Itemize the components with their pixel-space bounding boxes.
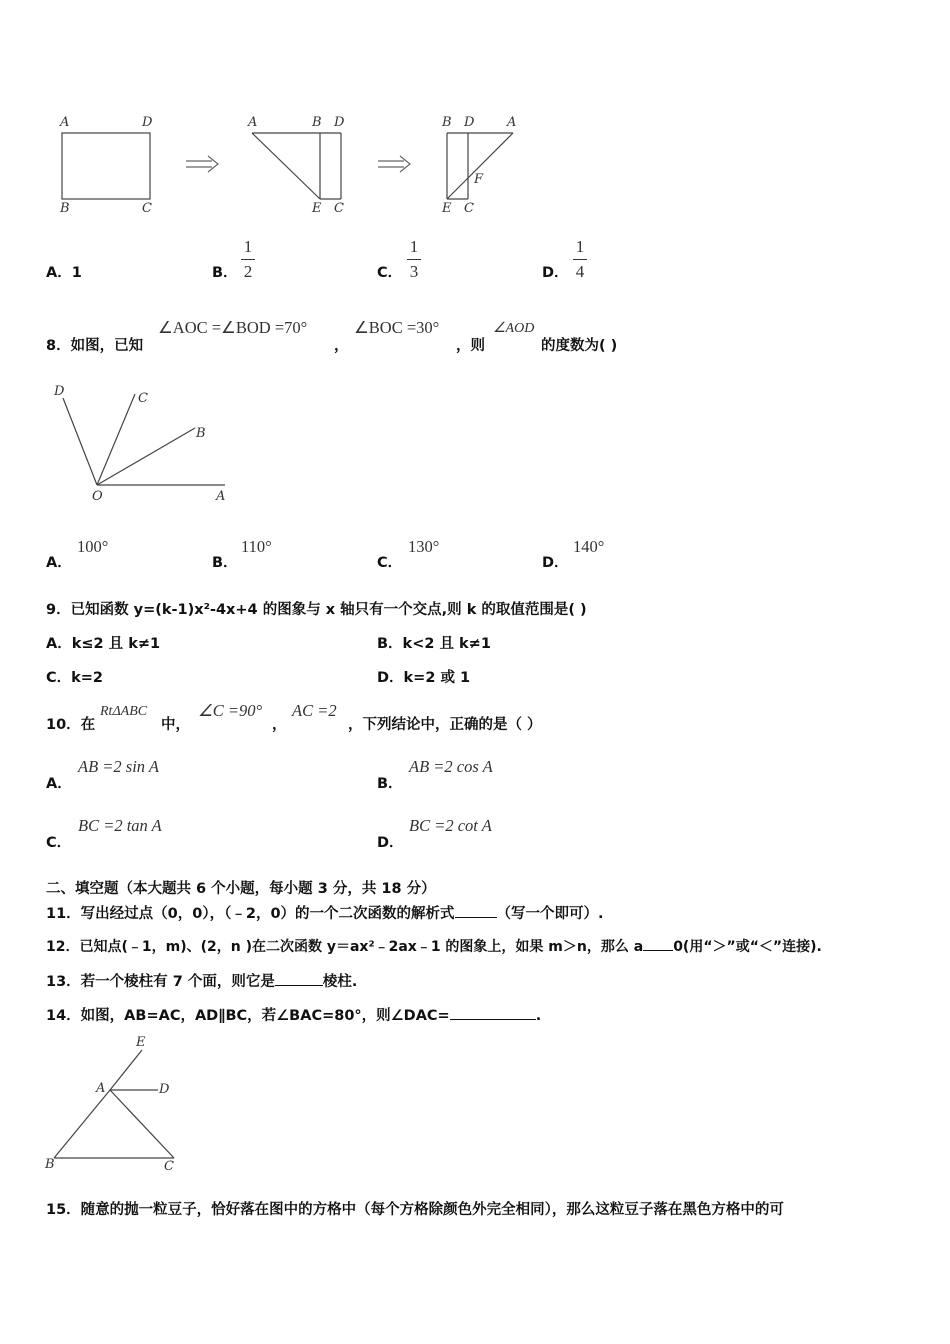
label-a: A <box>507 115 517 130</box>
label-d: D <box>54 384 65 399</box>
label-c: C <box>138 391 148 406</box>
label-c: C <box>142 201 152 216</box>
answer-blank[interactable] <box>450 1018 536 1020</box>
label-c: C <box>164 1159 174 1174</box>
answer-blank[interactable] <box>455 916 497 918</box>
q7-option-b-fraction: 1 2 <box>241 238 255 281</box>
label-c: C <box>334 201 344 216</box>
q10-option-c-value: BC =2 tan A <box>78 816 162 835</box>
q7-option-d-label[interactable]: D． <box>542 265 569 281</box>
q8-option-b-value: 110° <box>241 537 272 556</box>
q10-option-b-value: AB =2 cos A <box>409 757 493 776</box>
label-a: A <box>60 115 70 130</box>
q8-math-angles-equal: ∠AOC =∠BOD =70° <box>158 318 308 337</box>
q10-sep: ， <box>272 717 287 733</box>
folded-shape-3 <box>447 133 513 199</box>
q8-stem-prefix: 8．如图，已知 <box>46 338 144 354</box>
q7-option-d-fraction: 1 4 <box>573 238 587 281</box>
q8-option-c-value: 130° <box>408 537 440 556</box>
segment-ab <box>54 1090 110 1158</box>
q10-option-a-label[interactable]: A． <box>46 776 72 792</box>
q7-option-c-fraction: 1 3 <box>407 238 421 281</box>
label-a: A <box>248 115 258 130</box>
q7-option-c-label[interactable]: C． <box>377 265 403 281</box>
label-e: E <box>442 201 452 216</box>
q12: 12．已知点(﹣1，m)、(2，n )在二次函数 y＝ax²﹣2ax﹣1 的图象上，如果 m＞n，那么 a 0(用“＞”或“＜”连接). <box>46 939 822 955</box>
q8-sep: ，则 <box>456 338 485 354</box>
q8-option-d-value: 140° <box>573 537 605 556</box>
answer-blank[interactable] <box>275 984 323 986</box>
q8-math-aod: ∠AOD <box>493 321 535 336</box>
q10-option-a-value: AB =2 sin A <box>78 757 159 776</box>
ray-ob <box>97 428 195 485</box>
label-b: B <box>442 115 452 130</box>
rectangle-abcd <box>62 133 150 199</box>
q10-option-d-label[interactable]: D． <box>377 835 404 851</box>
q10-math-angle-c: ∠C =90° <box>198 701 263 720</box>
q10-math-triangle: RtΔABC <box>100 704 148 719</box>
label-d: D <box>159 1082 170 1097</box>
q9-option-a[interactable]: A．k≤2 且 k≠1 <box>46 636 161 652</box>
segment-ac <box>110 1090 174 1158</box>
q10-option-d-value: BC =2 cot A <box>409 816 492 835</box>
label-c: C <box>464 201 474 216</box>
q8-option-a-value: 100° <box>77 537 109 556</box>
fold-arrow-icon <box>186 156 218 172</box>
label-a: A <box>96 1081 106 1096</box>
q15-stem: 15．随意的抛一粒豆子，恰好落在图中的方格中（每个方格除颜色外完全相同），那么这粒豆子落在黑色方格中的可 <box>46 1202 784 1218</box>
q8-math-boc: ∠BOC =30° <box>354 318 440 337</box>
q8-option-b-label[interactable]: B． <box>212 555 238 571</box>
q10-mid: 中， <box>161 717 190 733</box>
q14: 14．如图，AB=AC，AD∥BC，若∠BAC=80°，则∠DAC= . <box>46 1008 542 1024</box>
label-b: B <box>60 201 70 216</box>
q9-stem: 9．已知函数 y=(k-1)x²-4x+4 的图象与 x 轴只有一个交点,则 k 的取值范围是( ) <box>46 602 587 618</box>
label-b: B <box>196 426 206 441</box>
label-b: B <box>312 115 322 130</box>
q7-figure <box>40 105 540 220</box>
q7-option-a[interactable]: A．1 <box>46 265 82 281</box>
fold-arrow-icon <box>378 156 410 172</box>
label-d: D <box>464 115 475 130</box>
q7-option-b-label[interactable]: B． <box>212 265 238 281</box>
q8-option-a-label[interactable]: A． <box>46 555 72 571</box>
q8-angle-figure <box>45 380 245 510</box>
section-heading: 二、填空题（本大题共 6 个小题，每小题 3 分，共 18 分） <box>46 881 436 897</box>
q10-option-c-label[interactable]: C． <box>46 835 72 851</box>
label-d: D <box>142 115 153 130</box>
q10-stem-prefix: 10．在 <box>46 717 96 733</box>
label-d: D <box>334 115 345 130</box>
q10-math-ac: AC =2 <box>292 701 337 720</box>
q8-stem-suffix: 的度数为( ) <box>541 338 618 354</box>
label-f: F <box>474 172 484 187</box>
label-e: E <box>312 201 322 216</box>
label-o: O <box>92 489 103 504</box>
q10-option-b-label[interactable]: B． <box>377 776 403 792</box>
label-e: E <box>136 1035 146 1050</box>
q9-option-d[interactable]: D．k=2 或 1 <box>377 670 471 686</box>
q14-triangle-figure <box>40 1030 190 1175</box>
folded-shape-2 <box>252 133 341 199</box>
q8-option-c-label[interactable]: C． <box>377 555 403 571</box>
q9-option-c[interactable]: C．k=2 <box>46 670 104 686</box>
answer-blank[interactable] <box>643 949 673 951</box>
q13: 13．若一个棱柱有 7 个面，则它是 棱柱. <box>46 974 358 990</box>
ray-od <box>63 398 97 485</box>
q8-option-d-label[interactable]: D． <box>542 555 569 571</box>
ray-oc <box>97 394 135 485</box>
q9-option-b[interactable]: B．k<2 且 k≠1 <box>377 636 491 652</box>
q10-stem-suffix: ，下列结论中，正确的是（ ） <box>348 717 542 733</box>
q8-sep: ， <box>334 338 349 354</box>
ray-ae <box>110 1050 142 1090</box>
q11: 11．写出经过点（0，0），（﹣2，0）的一个二次函数的解析式 （写一个即可）. <box>46 906 604 922</box>
label-b: B <box>45 1157 55 1172</box>
label-a: A <box>216 489 226 504</box>
